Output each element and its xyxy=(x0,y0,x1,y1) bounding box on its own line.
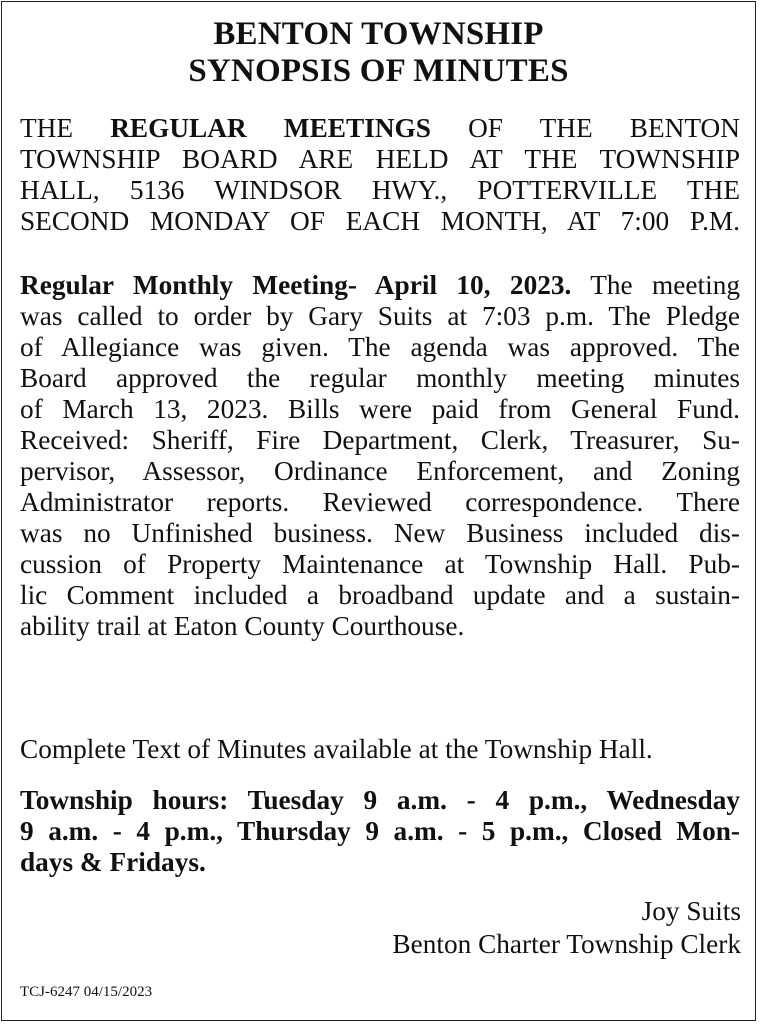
minutes-line: Board approved the regular monthly meeting minutes xyxy=(20,363,740,393)
signature-block xyxy=(392,895,741,961)
schedule-line-4: SECOND MONDAY OF EACH MONTH, AT 7:00 P.M. xyxy=(20,206,740,236)
schedule-text: THE xyxy=(20,113,111,143)
minutes-line: of Allegiance was given. The agenda was approved. The xyxy=(20,332,740,362)
meeting-heading: Regular Monthly Meeting- April 10, 2023. xyxy=(20,270,572,300)
schedule-line-2: TOWNSHIP BOARD ARE HELD AT THE TOWNSHIP xyxy=(20,144,740,174)
township-hours xyxy=(20,785,740,878)
minutes-line: was no Unfinished business. New Business included dis- xyxy=(20,518,740,548)
minutes-line: was called to order by Gary Suits at 7:03 p.m. The Pledge xyxy=(20,301,740,331)
minutes-line: ability trail at Eaton County Courthouse. xyxy=(20,611,465,641)
schedule-line-1 xyxy=(20,113,740,144)
clerk-title: Benton Charter Township Clerk xyxy=(392,929,741,959)
minutes-line: of March 13, 2023. Bills were paid from General Fund. xyxy=(20,394,740,424)
notice-title xyxy=(2,16,755,90)
meeting-schedule-paragraph xyxy=(20,113,740,237)
minutes-line: Administrator reports. Reviewed correspondence. There xyxy=(20,487,740,517)
regular-meetings-emphasis: REGULAR MEETINGS xyxy=(110,113,431,143)
minutes-line: pervisor, Assessor, Ordinance Enforcement, and Zoning xyxy=(20,456,740,486)
minutes-line: lic Comment included a broadband update and a sustain- xyxy=(20,580,740,610)
title-line-2: SYNOPSIS OF MINUTES xyxy=(188,53,569,89)
schedule-text: OF THE BENTON xyxy=(430,113,740,143)
schedule-line-3: HALL, 5136 WINDSOR HWY., POTTERVILLE THE xyxy=(20,175,740,205)
title-line-1: BENTON TOWNSHIP xyxy=(213,16,544,52)
minutes-text: The meeting xyxy=(571,270,740,300)
minutes-paragraph xyxy=(20,270,740,642)
hours-line-3: days & Fridays. xyxy=(20,847,206,877)
clerk-name: Joy Suits xyxy=(641,896,741,926)
complete-text-note: Complete Text of Minutes available at the Township Hall. xyxy=(20,734,653,764)
notice-code: TCJ-6247 04/15/2023 xyxy=(20,984,153,1000)
hours-line-1: Township hours: Tuesday 9 a.m. - 4 p.m., Wednesday xyxy=(20,785,740,815)
hours-line-2: 9 a.m. - 4 p.m., Thursday 9 a.m. - 5 p.m., Closed Mon- xyxy=(20,816,740,846)
minutes-line: cussion of Property Maintenance at Township Hall. Pub- xyxy=(20,549,740,579)
minutes-line-1 xyxy=(20,270,740,301)
minutes-line: Received: Sheriff, Fire Department, Clerk, Treasurer, Su- xyxy=(20,425,740,455)
